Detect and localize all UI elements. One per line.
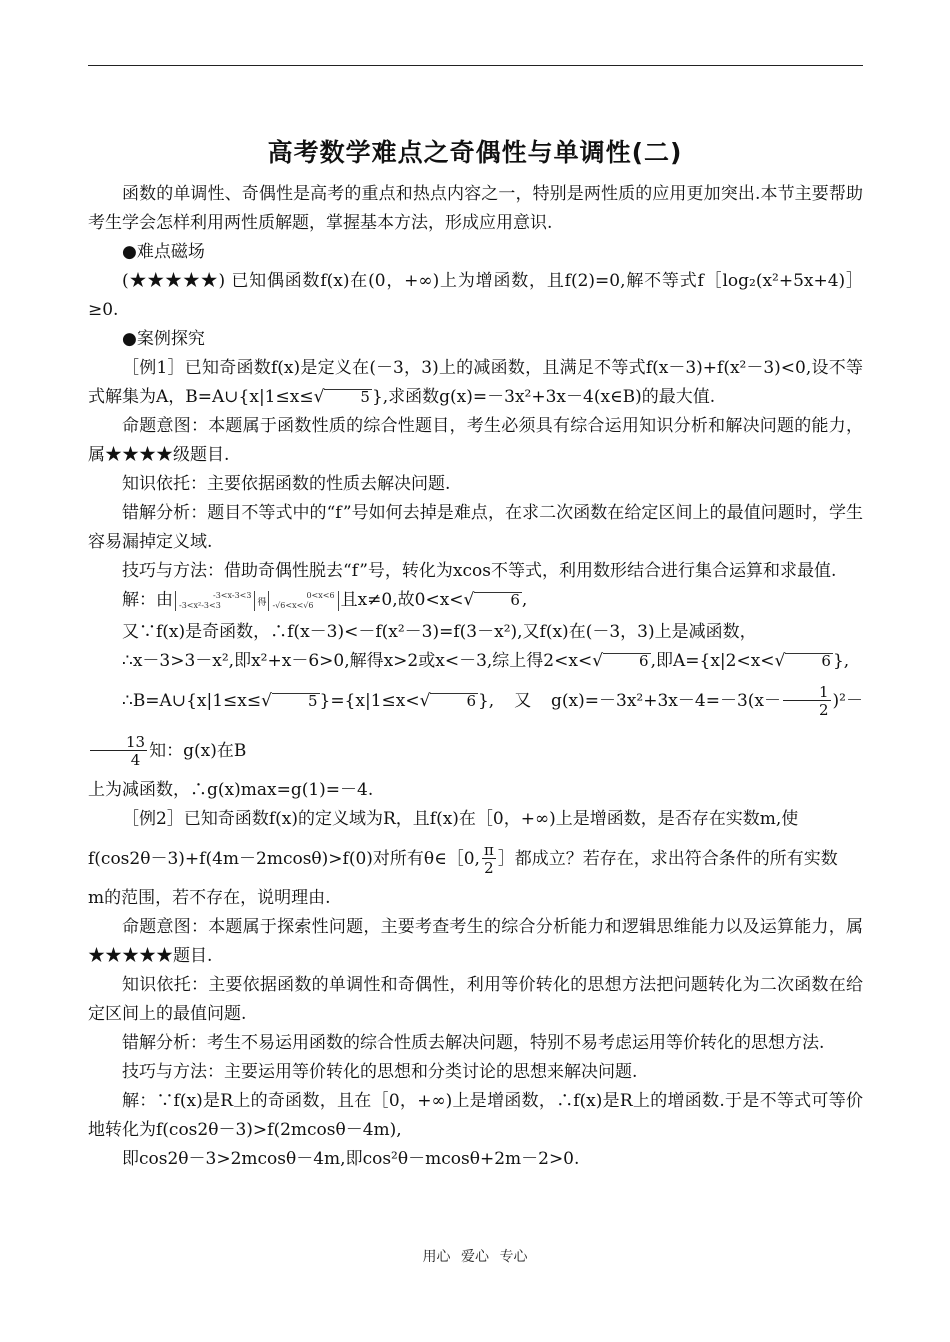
example1-problem-text-a: 已知奇函数f(x)是定义在(－3，3)上的减函数，且满足不等式f(x－3)+f(x²－3)<0,设不等式解集为A，B=A∪{x|1≤x≤ <box>88 358 863 407</box>
fraction-pi-over-2 <box>482 843 496 876</box>
example2-solution-1: 解：∵f(x)是R上的奇函数，且在［0，+∞)上是增函数，∴f(x)是R上的增函数.于是不等式可等价地转化为f(cos2θ－3)>f(2mcosθ－4m), <box>88 1091 863 1140</box>
section-heading-difficulty: ●难点磁场 <box>122 242 205 262</box>
system-de: 得 <box>257 598 267 608</box>
system1-row2: -3<x²-3<3 <box>179 600 221 610</box>
solution-line4-d: )²－ <box>832 691 863 711</box>
difficulty-problem <box>88 267 863 325</box>
solution-line3-c: }, <box>832 651 850 671</box>
example2-solution-2: 即cos2θ－3>2mcosθ－4m,即cos²θ－mcosθ+2m－2>0. <box>122 1149 580 1169</box>
solution-line3-b: ,即A={x|2<x< <box>650 651 775 671</box>
example1-knowledge: 知识依托：主要依据函数的性质去解决问题. <box>122 474 451 494</box>
example1-solution-3: ∴x－3>3－x²,即x²+x－6>0,解得x>2或x<－3,综上得2<x<√ 6 ,即A={x|2<x<√ 6 }, <box>122 651 850 671</box>
difficulty-problem-text: 已知偶函数f(x)在(0，+∞)上为增函数，且f(2)=0,解不等式f［log₂(x²+5x+4)］≥0. <box>88 271 863 320</box>
example2-problem-line3: m的范围，若不存在，说明理由. <box>88 888 331 908</box>
sqrt5: 5 <box>324 389 372 405</box>
difficulty-rating: (★★★★★) <box>122 271 226 291</box>
solution-line4-a: ∴B=A∪{x|1≤x≤ <box>122 691 262 711</box>
fraction-13-num: 13 <box>90 735 147 751</box>
example1-solution-4: ∴B=A∪{x|1≤x≤√ 5 }={x|1≤x<√ 6 },又g(x)=－3x²+3x－4=－3(x－ $\frac{1}{2}$ )²－ $\frac{13}{4}$ 知：g(x)在B <box>88 676 863 776</box>
example1-error: 错解分析：题目不等式中的“f”号如何去掉是难点，在求二次函数在给定区间上的最值问题时，学生容易漏掉定义域. <box>88 503 863 552</box>
sqrt6: 6 <box>474 592 522 608</box>
example1-problem: ［例1］已知奇函数f(x)是定义在(－3，3)上的减函数，且满足不等式f(x－3)+f(x²－3)<0,设不等式解集为A，B=A∪{x|1≤x≤√ 5 },求函数g(x)=－3x²+3x－4(x∈B)的最大值. <box>88 358 863 407</box>
example1-solution-2: 又∵f(x)是奇函数，∴f(x－3)<－f(x²－3)=f(3－x²),又f(x)在(－3，3)上是减函数， <box>122 622 757 642</box>
example1-problem-text-b: },求函数g(x)=－3x²+3x－4(x∈B)的最大值. <box>371 387 716 407</box>
solution-label: 解：由 <box>122 590 173 610</box>
page-title: 高考数学难点之奇偶性与单调性(二) <box>267 138 683 167</box>
system1-row1: -3<x-3<3 <box>213 590 252 600</box>
solution-line4-c: },又g(x)=－3x²+3x－4=－3(x－ <box>477 691 781 711</box>
sqrt6: 6 <box>785 653 833 669</box>
example1-solution-5: 上为减函数，∴g(x)max=g(1)=－4. <box>88 780 374 800</box>
header-rule <box>88 65 863 66</box>
fraction-pi-num: π <box>483 841 494 859</box>
intro-paragraph: 函数的单调性、奇偶性是高考的重点和热点内容之一，特别是两性质的应用更加突出.本节主要帮助考生学会怎样利用两性质解题，掌握基本方法，形成应用意识. <box>88 184 863 233</box>
example1-intent: 命题意图：本题属于函数性质的综合性题目，考生必须具有综合运用知识分析和解决问题的能力，属★★★★级题目. <box>88 416 863 465</box>
inequality-system-1 <box>175 591 255 611</box>
fraction-half-den: 2 <box>819 701 829 719</box>
fraction-13-4 <box>90 735 147 768</box>
example2-problem-line2 <box>88 834 863 884</box>
example2-problem-text-a: 已知奇函数f(x)的定义域为R，且f(x)在［0，+∞)上是增函数，是否存在实数m,使 <box>183 809 799 829</box>
example2-knowledge: 知识依托：主要依据函数的单调性和奇偶性，利用等价转化的思想方法把问题转化为二次函数在给定区间上的最值问题. <box>88 975 863 1024</box>
example1-method: 技巧与方法：借助奇偶性脱去“f”号，转化为xcos不等式，利用数形结合进行集合运算和求最值. <box>122 561 837 581</box>
solution-line4-b: }={x|1≤x< <box>319 691 420 711</box>
solution-line3-a: ∴x－3>3－x²,即x²+x－6>0,解得x>2或x<－3,综上得2<x< <box>122 651 593 671</box>
example1-label: ［例1］ <box>122 358 185 378</box>
fraction-half <box>783 685 831 718</box>
sqrt6: 6 <box>430 693 478 709</box>
solution-line4-e: 知：g(x)在B <box>149 741 247 761</box>
sqrt5: 5 <box>272 693 320 709</box>
example2-intent: 命题意图：本题属于探索性问题，主要考查考生的综合分析能力和逻辑思维能力以及运算能力，属★★★★★题目. <box>88 917 863 966</box>
example2-error: 错解分析：考生不易运用函数的综合性质去解决问题，特别不易考虑运用等价转化的思想方法. <box>122 1033 825 1053</box>
solution-line1-tail: 且x≠0,故0<x< <box>340 590 464 610</box>
example2-label: ［例2］ <box>122 809 184 829</box>
document-body <box>88 180 863 1174</box>
example2-problem-line1 <box>88 805 863 834</box>
example2-problem-text-b: f(cos2θ－3)+f(4m－2mcosθ)>f(0)对所有θ∈［0, <box>88 849 480 869</box>
example2-method: 技巧与方法：主要运用等价转化的思想和分类讨论的思想来解决问题. <box>122 1062 638 1082</box>
page-footer: 用心 爱心 专心 <box>422 1249 528 1265</box>
system2-row1: 0<x<6 <box>306 590 335 600</box>
inequality-system-2 <box>268 591 338 611</box>
fraction-pi-den: 2 <box>484 859 494 877</box>
system2-row2: -√6<x<√6 <box>272 600 314 610</box>
example2-problem-text-c: ］都成立？若存在，求出符合条件的所有实数 <box>497 849 838 869</box>
section-heading-cases: ●案例探究 <box>122 329 205 349</box>
fraction-13-den: 4 <box>130 751 141 769</box>
sqrt6: 6 <box>603 653 651 669</box>
fraction-half-num: 1 <box>783 685 831 701</box>
example1-solution-1: 解：由 -3<x-3<3 -3<x²-3<3 得0<x<6 -√6<x<√6 且x≠0,故0<x<√ 6 , <box>122 590 528 610</box>
